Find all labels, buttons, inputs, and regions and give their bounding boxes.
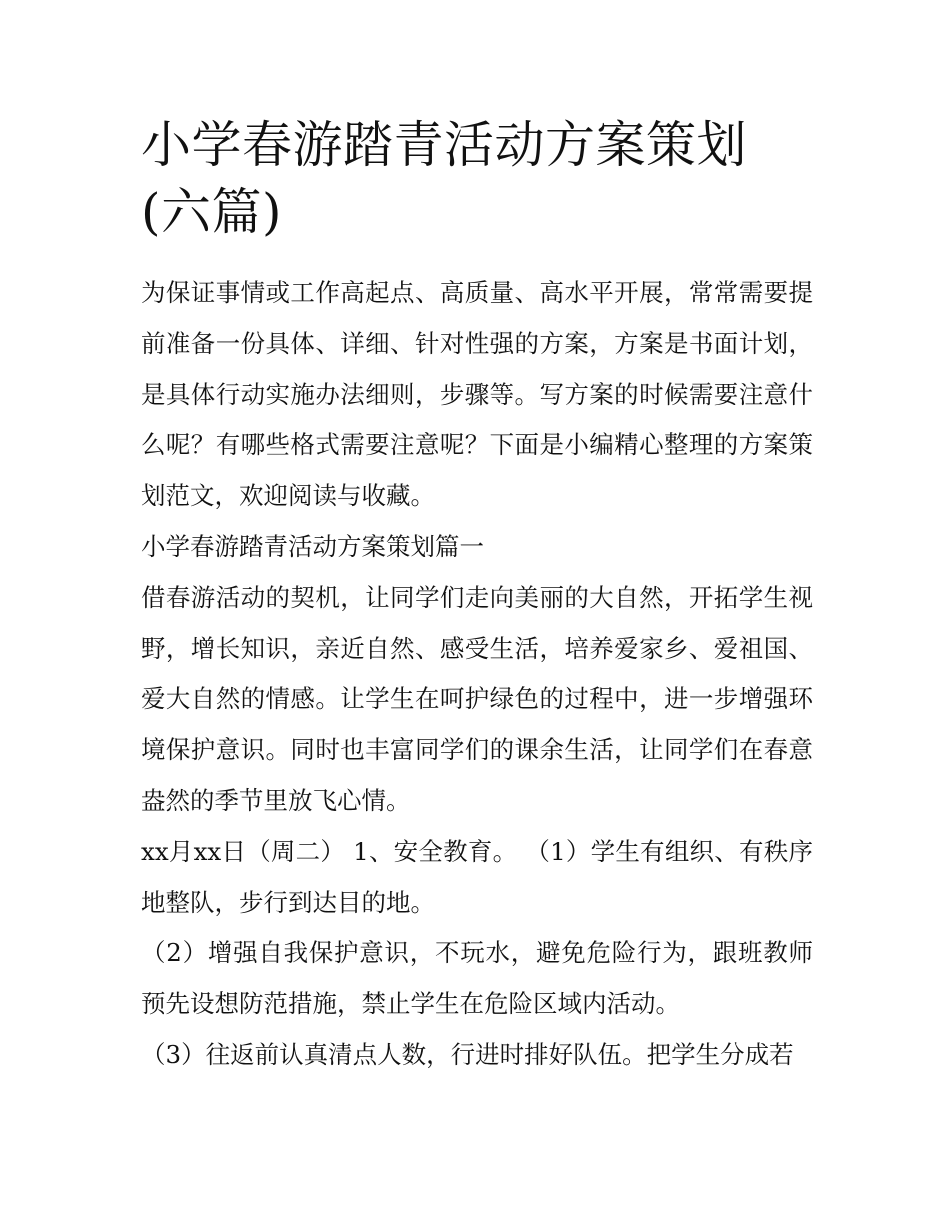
purpose-paragraph: 借春游活动的契机，让同学们走向美丽的大自然，开拓学生视野，增长知识，亲近自然、感受生活，培养爱家乡、爱祖国、爱大自然的情感。让学生在呵护绿色的过程中，进一步增强环境保护意识。同时也丰富同学们的课余生活，让同学们在春意盎然的季节里放飞心情。 [141,582,813,815]
safety-item-2: （2）增强自我保护意识，不玩水，避免危险行为，跟班教师预先设想防范措施，禁止学生在危险区域内活动。 [141,938,813,1019]
section-heading: 小学春游踏青活动方案策划篇一 [141,531,484,561]
document-title: 小学春游踏青活动方案策划(六篇) [141,116,747,241]
intro-paragraph: 为保证事情或工作高起点、高质量、高水平开展，常常需要提前准备一份具体、详细、针对性强的方案，方案是书面计划，是具体行动实施办法细则，步骤等。写方案的时候需要注意什么呢？有哪些格式需要注意呢？下面是小编精心整理的方案策划范文，欢迎阅读与收藏。 [141,278,813,511]
safety-item-3: （3）往返前认真清点人数，行进时排好队伍。把学生分成若 [141,1039,794,1069]
schedule-paragraph: xx月xx日（周二） 1、安全教育。 （1）学生有组织、有秩序地整队，步行到达目的地。 [141,836,813,917]
document-page [141,112,813,1081]
